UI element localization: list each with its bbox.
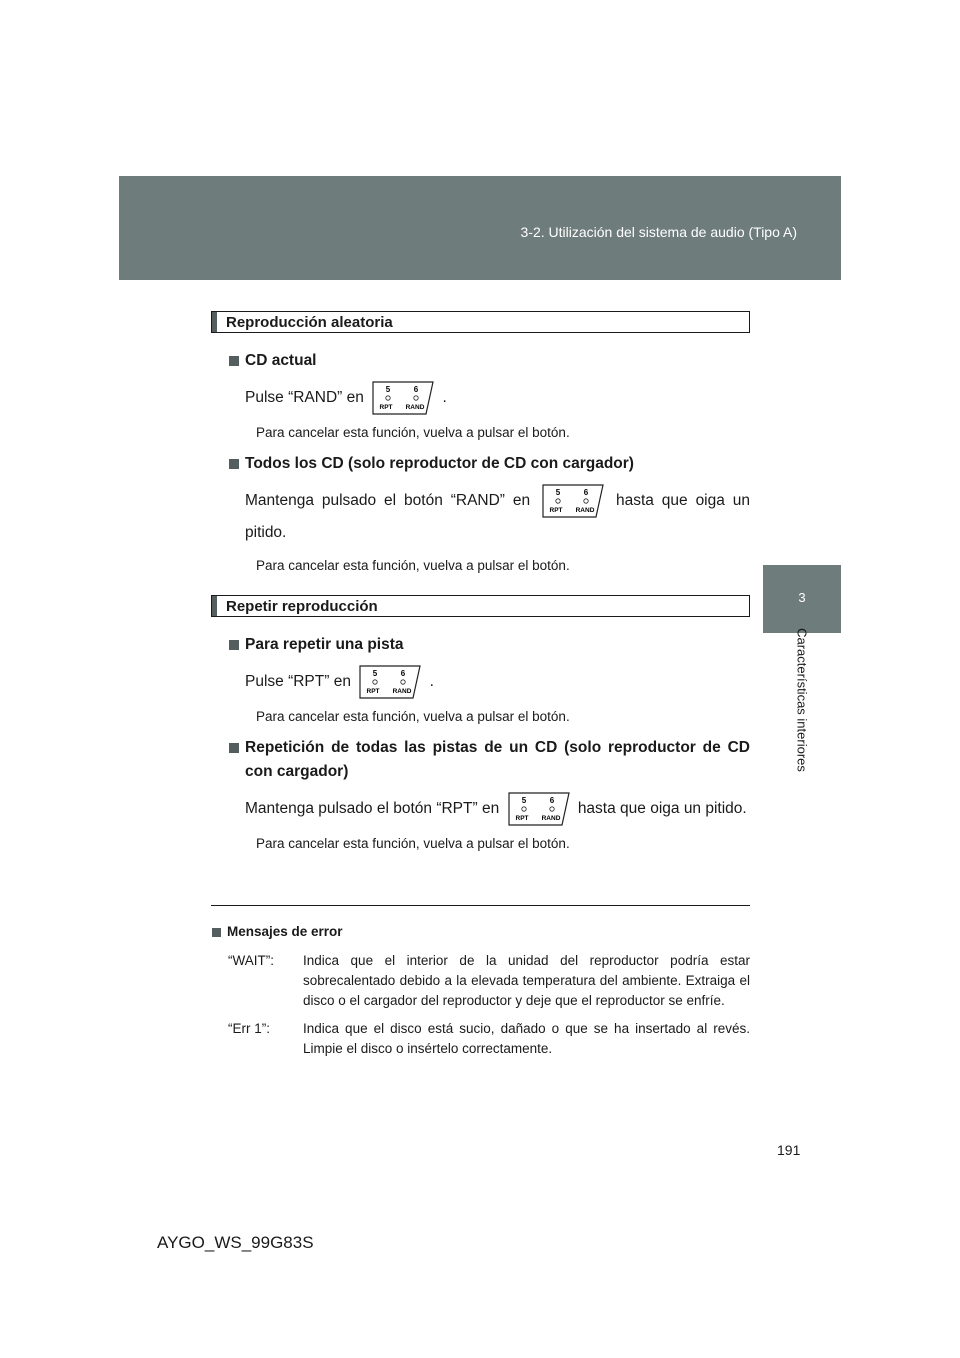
btn-num-right: 6 xyxy=(413,385,419,394)
instruction-text: Mantenga pulsado el botón “RAND” en 5 6 RPT RAND hasta que oiga un pitido. xyxy=(211,484,750,548)
document-code: AYGO_WS_99G83S xyxy=(157,1233,314,1252)
error-row xyxy=(211,1019,750,1059)
btn-label-left: RPT xyxy=(379,404,393,411)
btn-num-left: 5 xyxy=(555,488,561,497)
note-text: Para cancelar esta función, vuelva a pulsar el botón. xyxy=(256,709,570,724)
subheading: Para repetir una pista xyxy=(211,633,750,657)
btn-label-right: RAND xyxy=(541,815,560,822)
btn-num-left: 5 xyxy=(521,796,526,805)
subheading: Repetición de todas las pistas de un CD (solo reproductor de CD con cargador) xyxy=(211,736,750,784)
instruction-text: Pulse “RPT” en 5 6 RPT RAND . xyxy=(211,665,750,699)
bullet-square-icon xyxy=(212,928,221,937)
btn-num-right: 6 xyxy=(549,796,554,805)
chapter-tab xyxy=(763,565,841,633)
btn-num-right: 6 xyxy=(583,488,589,497)
error-messages xyxy=(211,924,750,1067)
section-header-repeat xyxy=(211,595,750,617)
btn-label-right: RAND xyxy=(405,404,425,411)
error-messages-title: Mensajes de error xyxy=(211,924,750,939)
btn-num-left: 5 xyxy=(385,385,391,394)
rpt-rand-button-icon xyxy=(508,792,570,826)
instruction-text: Mantenga pulsado el botón “RPT” en 5 6 RPT RAND hasta que oiga un pitido. xyxy=(211,792,750,826)
btn-label-left: RPT xyxy=(366,688,380,695)
btn-label-left: RPT xyxy=(549,507,563,514)
note-text: Para cancelar esta función, vuelva a pulsar el botón. xyxy=(256,558,570,573)
subheading: Todos los CD (solo reproductor de CD con cargador) xyxy=(211,452,750,476)
chapter-number: 3 xyxy=(798,590,806,605)
bullet-square-icon xyxy=(229,640,239,650)
error-description: Indica que el disco está sucio, dañado o que se ha insertado al revés. Limpie el disco o insértelo correctamente. xyxy=(303,1021,750,1056)
note-text: Para cancelar esta función, vuelva a pulsar el botón. xyxy=(256,425,570,440)
rpt-rand-button-icon xyxy=(359,665,421,699)
note-text: Para cancelar esta función, vuelva a pulsar el botón. xyxy=(256,836,570,851)
btn-label-left: RPT xyxy=(515,815,528,822)
rpt-rand-button-icon xyxy=(372,381,434,415)
divider xyxy=(211,905,750,906)
bullet-square-icon xyxy=(229,743,239,753)
chapter-side-label-text: Características interiores xyxy=(794,628,810,772)
rpt-rand-button-icon xyxy=(542,484,604,518)
page-number: 191 xyxy=(777,1142,801,1158)
bullet-square-icon xyxy=(229,356,239,366)
page-content xyxy=(211,311,750,863)
error-description: Indica que el interior de la unidad del reproductor podría estar sobrecalentado debido a la elevada temperatura del ambiente. Extraiga el disco o el cargador del reproductor y deje que el reproductor se enfríe. xyxy=(303,953,750,1008)
section-title: Repetir reproducción xyxy=(226,598,378,615)
btn-label-right: RAND xyxy=(575,507,595,514)
error-code: “Err 1”: xyxy=(228,1021,270,1036)
header-band xyxy=(119,176,841,280)
bullet-square-icon xyxy=(229,459,239,469)
btn-label-right: RAND xyxy=(392,688,412,695)
section-title: Reproducción aleatoria xyxy=(226,314,393,331)
btn-num-left: 5 xyxy=(373,669,378,678)
subheading: CD actual xyxy=(211,349,750,373)
error-code: “WAIT”: xyxy=(228,953,274,968)
btn-num-right: 6 xyxy=(401,669,406,678)
section-header-random xyxy=(211,311,750,333)
error-row xyxy=(211,951,750,1011)
instruction-text: Pulse “RAND” en 5 6 RPT RAND . xyxy=(211,381,750,415)
chapter-title: 3-2. Utilización del sistema de audio (Tipo A) xyxy=(520,224,797,240)
